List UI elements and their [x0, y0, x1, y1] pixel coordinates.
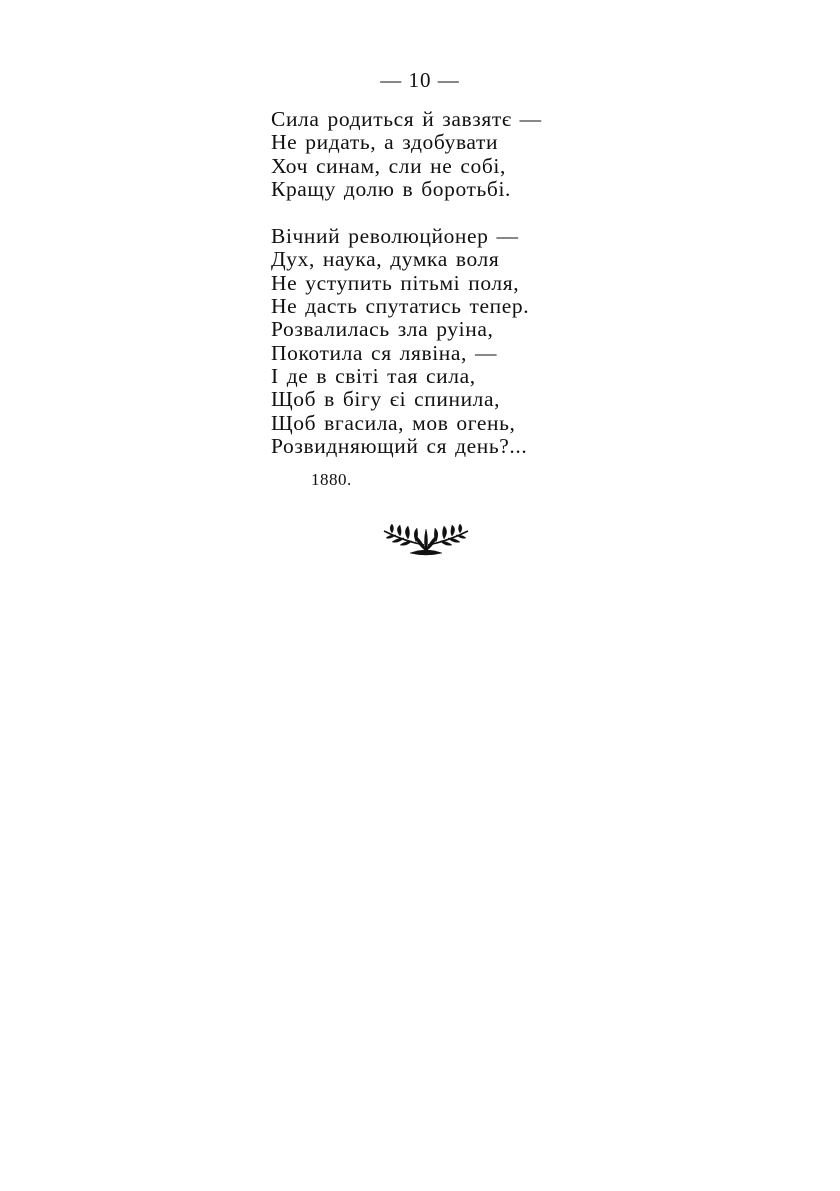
- poem: [271, 108, 542, 458]
- poem-line: Щоб вгасила, мов огень,: [271, 410, 516, 435]
- poem-line: Вічний революцйонер —: [271, 224, 519, 249]
- floral-vignette-icon: [380, 523, 472, 557]
- poem-line: Не уступить пітьмі поля,: [271, 270, 520, 295]
- poem-line: Покотила ся лявіна, —: [271, 340, 498, 365]
- poem-line: Хоч синам, сли не собі,: [271, 153, 506, 178]
- poem-line: Сила родиться й завзятє —: [271, 107, 542, 131]
- stanza-2: [271, 225, 542, 458]
- poem-line: Не дасть спутатись тепер.: [271, 294, 530, 319]
- poem-line: Розвидняющий ся день?...: [271, 433, 528, 458]
- stanza-1: [271, 108, 542, 201]
- page-number: — 10 —: [380, 68, 460, 92]
- poem-line: Не ридать, а здобувати: [271, 130, 499, 155]
- poem-line: Щоб в бігу єі спинила,: [271, 387, 501, 412]
- poem-line: І де в світі тая сила,: [271, 363, 476, 388]
- poem-line: Кращу долю в боротьбі.: [271, 176, 512, 201]
- poem-line: Дух, наука, думка воля: [271, 247, 500, 272]
- poem-date: 1880.: [311, 470, 352, 489]
- poem-line: Розвалилась зла руіна,: [271, 317, 494, 342]
